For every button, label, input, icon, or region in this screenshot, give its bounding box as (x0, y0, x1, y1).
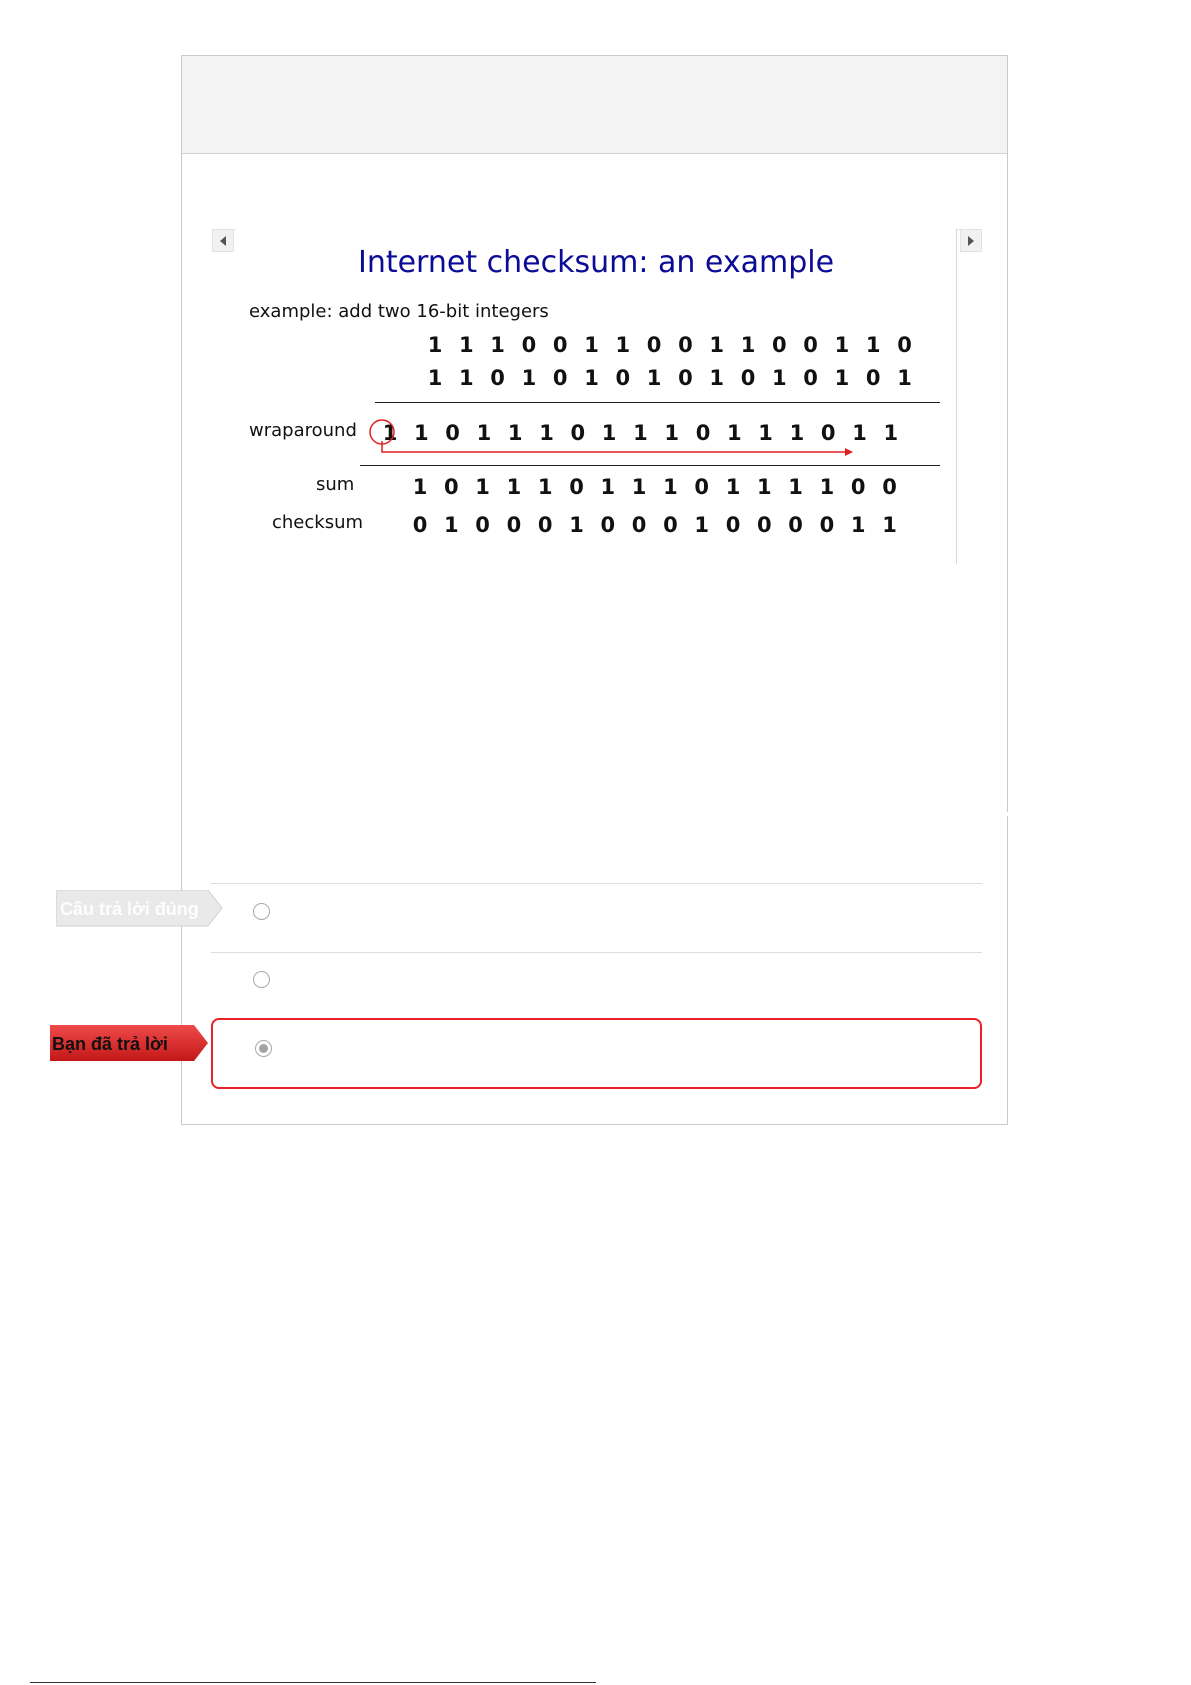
bit-digit: 1 (850, 513, 866, 537)
correct-answer-badge: Câu trả lời đúng (56, 890, 221, 927)
bit-digit: 1 (709, 366, 724, 390)
option-radio-3-selected[interactable] (255, 1040, 272, 1057)
bit-digit: 0 (615, 366, 631, 390)
bit-digit: 0 (694, 475, 709, 499)
your-answer-badge: Bạn đã trả lời (50, 1025, 208, 1062)
bit-digit: 0 (725, 513, 741, 537)
bit-digit: 0 (788, 513, 803, 537)
bit-digit: 1 (740, 333, 756, 357)
option-radio-2[interactable] (253, 971, 270, 988)
answered-option-highlight (211, 1018, 982, 1089)
bit-digit: 1 (506, 475, 522, 499)
bit-digit: 1 (664, 421, 679, 445)
bit-digit: 1 (725, 475, 741, 499)
bit-digit: 0 (475, 513, 490, 537)
bit-digit: 1 (663, 475, 678, 499)
option-divider (211, 883, 982, 884)
option-divider (211, 952, 982, 953)
bit-digit: 1 (865, 333, 881, 357)
bit-digit: 0 (740, 366, 756, 390)
bit-digit: 1 (631, 475, 647, 499)
triangle-right-icon (967, 236, 975, 246)
bit-digit: 0 (552, 333, 568, 357)
bit-digit: 1 (584, 333, 599, 357)
bit-digit: 1 (600, 475, 616, 499)
bit-digit: 0 (678, 366, 693, 390)
bit-digit: 1 (709, 333, 724, 357)
page-footer-line (30, 1682, 596, 1683)
bit-digit: 1 (788, 475, 803, 499)
bit-digit: 1 (475, 475, 490, 499)
bit-digit: 1 (521, 366, 537, 390)
bit-digit: 0 (569, 475, 584, 499)
bit-digit: 1 (382, 421, 398, 445)
bit-digit: 1 (615, 333, 631, 357)
bit-digit: 0 (695, 421, 711, 445)
card-border-gap (1004, 812, 1012, 816)
scroll-left-button[interactable] (212, 229, 234, 252)
question-header (182, 56, 1007, 154)
bit-digit: 0 (443, 475, 459, 499)
row-label-sum: sum (316, 474, 355, 495)
bit-digit: 1 (412, 475, 428, 499)
bit-digit: 0 (552, 366, 568, 390)
bit-digit: 0 (631, 513, 647, 537)
bit-digit: 0 (600, 513, 616, 537)
bit-digit: 1 (726, 421, 742, 445)
bit-digit: 1 (789, 421, 805, 445)
bit-digit: 1 (443, 513, 459, 537)
scroll-right-button[interactable] (960, 229, 982, 252)
bit-digit: 1 (601, 421, 617, 445)
bit-digit: 1 (490, 333, 505, 357)
bit-digit: 0 (850, 475, 866, 499)
bit-digit: 1 (507, 421, 523, 445)
bit-digit: 1 (882, 513, 897, 537)
bit-digit: 1 (646, 366, 662, 390)
bit-digit: 0 (445, 421, 460, 445)
bit-digit: 1 (413, 421, 429, 445)
triangle-left-icon (219, 236, 227, 246)
bit-digit: 1 (427, 333, 443, 357)
bit-digit: 0 (678, 333, 693, 357)
bit-digit: 1 (458, 333, 474, 357)
bit-digit: 0 (803, 366, 818, 390)
bit-digit: 0 (803, 333, 818, 357)
bit-digit: 1 (834, 366, 850, 390)
bit-digit: 1 (897, 366, 912, 390)
bit-digit: 1 (476, 421, 492, 445)
checksum-slide-image (236, 229, 957, 564)
bit-digit: 0 (646, 333, 662, 357)
bit-digit: 1 (819, 475, 835, 499)
bit-digit: 0 (819, 513, 835, 537)
bit-digit: 0 (865, 366, 881, 390)
bit-digit: 0 (412, 513, 428, 537)
bit-digit: 0 (537, 513, 553, 537)
bit-digit: 1 (694, 513, 709, 537)
bit-digit: 0 (570, 421, 586, 445)
bit-digit: 1 (758, 421, 773, 445)
bit-digit: 0 (490, 366, 505, 390)
bit-digit: 1 (883, 421, 899, 445)
option-radio-1[interactable] (253, 903, 270, 920)
bit-digit: 1 (756, 475, 772, 499)
sum-rule (360, 465, 940, 466)
question-card (181, 55, 1008, 1125)
row-label-checksum: checksum (272, 512, 364, 533)
bit-digit: 1 (834, 333, 850, 357)
row-label-wraparound: wraparound (249, 420, 357, 441)
slide-subtitle: example: add two 16-bit integers (249, 301, 549, 322)
bit-digit: 1 (458, 366, 474, 390)
bit-digit: 0 (820, 421, 836, 445)
bit-digit: 0 (506, 513, 522, 537)
bit-digit: 0 (521, 333, 537, 357)
addition-rule (375, 402, 940, 403)
wraparound-arrow-icon (376, 441, 856, 457)
bit-digit: 1 (633, 421, 648, 445)
bit-digit: 0 (771, 333, 787, 357)
bit-digit: 1 (771, 366, 787, 390)
bit-digit: 1 (427, 366, 443, 390)
bit-digit: 0 (663, 513, 678, 537)
bit-digit: 1 (537, 475, 553, 499)
bit-digit: 0 (756, 513, 772, 537)
bit-digit: 0 (897, 333, 912, 357)
bit-digit: 0 (882, 475, 897, 499)
bit-digit: 1 (539, 421, 554, 445)
slide-title: Internet checksum: an example (357, 245, 835, 280)
bit-digit: 1 (569, 513, 584, 537)
bit-digit: 1 (584, 366, 599, 390)
bit-digit: 1 (852, 421, 867, 445)
